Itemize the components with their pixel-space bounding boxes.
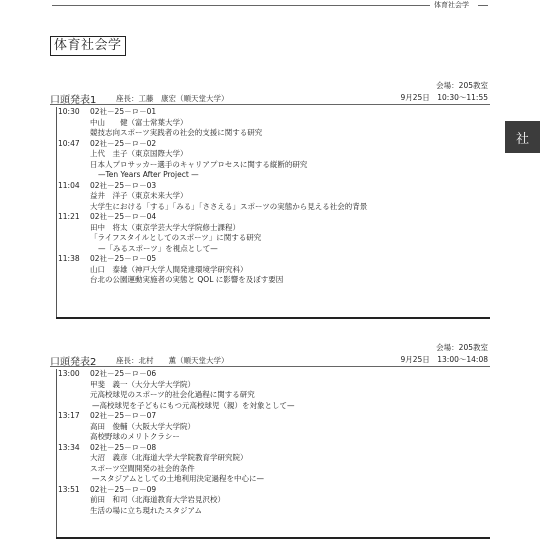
entry-time: 11:04 bbox=[58, 180, 80, 190]
entry-time: 13:34 bbox=[58, 442, 80, 452]
session-bottom-rule bbox=[56, 537, 490, 539]
entry-author: 中山 健（富士常葉大学） bbox=[90, 117, 188, 127]
entry-code: 02社－25－ロ－05 bbox=[90, 254, 157, 263]
session-bar bbox=[56, 107, 57, 317]
entry-subtitle: —スタジアムとしての土地利用決定過程を中心に— bbox=[92, 474, 264, 483]
entry-title: 大学生における「する」「みる」「ささえる」スポーツの実態から見える社会的背景 bbox=[90, 201, 368, 211]
running-header: 体育社会学 bbox=[434, 1, 469, 9]
session-bar bbox=[56, 369, 57, 537]
list-item bbox=[58, 254, 490, 286]
entries-list bbox=[58, 107, 490, 286]
header-dash bbox=[478, 5, 488, 6]
entry-code: 02社－25－ロ－04 bbox=[90, 212, 157, 221]
side-tab: 社 bbox=[505, 121, 540, 153]
session-datetime: 9月25日 10:30〜11:55 bbox=[400, 93, 488, 102]
entry-code: 02社－25－ロ－06 bbox=[90, 369, 157, 378]
entry-subtitle: —「みるスポーツ」を視点として— bbox=[98, 243, 218, 253]
list-item bbox=[58, 411, 490, 443]
entry-title: 元高校球児のスポーツ的社会化過程に関する研究 bbox=[90, 390, 255, 399]
entry-author: 大沼 義彦（北海道大学大学院教育学研究院） bbox=[90, 453, 248, 462]
list-item bbox=[58, 485, 490, 517]
entry-author: 田中 将太（東京学芸大学大学院修士課程） bbox=[90, 222, 240, 232]
session-bottom-rule bbox=[56, 317, 490, 319]
entry-time: 11:38 bbox=[58, 254, 80, 263]
list-item bbox=[58, 107, 490, 139]
entry-author: 前田 和司（北海道教育大学岩見沢校） bbox=[90, 495, 225, 504]
session-venue: 会場：205教室 bbox=[436, 81, 488, 90]
entry-code: 02社－25－ロ－08 bbox=[90, 442, 157, 452]
entry-time: 13:00 bbox=[58, 369, 80, 378]
list-item bbox=[58, 212, 490, 254]
entries-list bbox=[58, 369, 490, 516]
entry-title: 競技志向スポーツ実践者の社会的支援に関する研究 bbox=[90, 128, 263, 137]
session-chair: 座長：工藤 康宏（順天堂大学） bbox=[116, 94, 229, 103]
entry-code: 02社－25－ロ－01 bbox=[90, 107, 157, 116]
entry-time: 13:17 bbox=[58, 411, 80, 420]
session-title: 口頭発表2 bbox=[50, 357, 97, 368]
entry-title: 高校野球のメリトクラシー bbox=[90, 432, 180, 441]
entry-subtitle: —高校球児を子どもにもつ元高校球児（親）を対象として— bbox=[92, 400, 295, 410]
list-item bbox=[58, 443, 490, 485]
entry-author: 甲斐 義一（大分大学大学院） bbox=[90, 379, 195, 389]
session-chair: 座長：北村 薫（順天堂大学） bbox=[116, 356, 229, 365]
section-title: 体育社会学 bbox=[50, 36, 126, 56]
entry-title: 生活の場に立ち現れたスタジアム bbox=[90, 505, 202, 515]
session-datetime: 9月25日 13:00〜14:08 bbox=[400, 355, 488, 364]
entry-time: 13:51 bbox=[58, 484, 80, 494]
entry-title: 日本人プロサッカー選手のキャリアプロセスに関する縦断的研究 bbox=[90, 159, 308, 169]
entry-title: 「ライフスタイルとしてのスポーツ」に関する研究 bbox=[90, 233, 262, 242]
entry-code: 02社－25－ロ－07 bbox=[90, 411, 157, 420]
list-item bbox=[58, 139, 490, 181]
header-rule bbox=[52, 5, 430, 6]
session-venue: 会場：205教室 bbox=[436, 343, 488, 352]
session-rule bbox=[50, 366, 490, 367]
entry-author: 上代 圭子（東京国際大学） bbox=[90, 149, 188, 158]
entry-time: 11:21 bbox=[58, 212, 80, 221]
entry-time: 10:30 bbox=[58, 107, 80, 116]
entry-time: 10:47 bbox=[58, 138, 80, 148]
entry-author: 山口 泰雄（神戸大学人間発達環境学研究科） bbox=[90, 264, 248, 274]
entry-code: 02社－25－ロ－09 bbox=[90, 484, 157, 494]
entry-title: 台北の公園運動実施者の実態と QOL に影響を及ぼす要因 bbox=[90, 275, 284, 284]
entry-title: スポーツ空間開発の社会的条件 bbox=[90, 463, 195, 473]
list-item bbox=[58, 369, 490, 411]
entry-subtitle: —Ten Years After Project — bbox=[98, 170, 199, 179]
entry-author: 益井 洋子（東京未来大学） bbox=[90, 191, 188, 200]
list-item bbox=[58, 181, 490, 213]
session-rule bbox=[50, 104, 490, 105]
session-title: 口頭発表1 bbox=[50, 95, 97, 106]
entry-code: 02社－25－ロ－02 bbox=[90, 138, 157, 148]
entry-author: 高田 俊輔（大阪大学大学院） bbox=[90, 421, 195, 431]
entry-code: 02社－25－ロ－03 bbox=[90, 180, 157, 190]
